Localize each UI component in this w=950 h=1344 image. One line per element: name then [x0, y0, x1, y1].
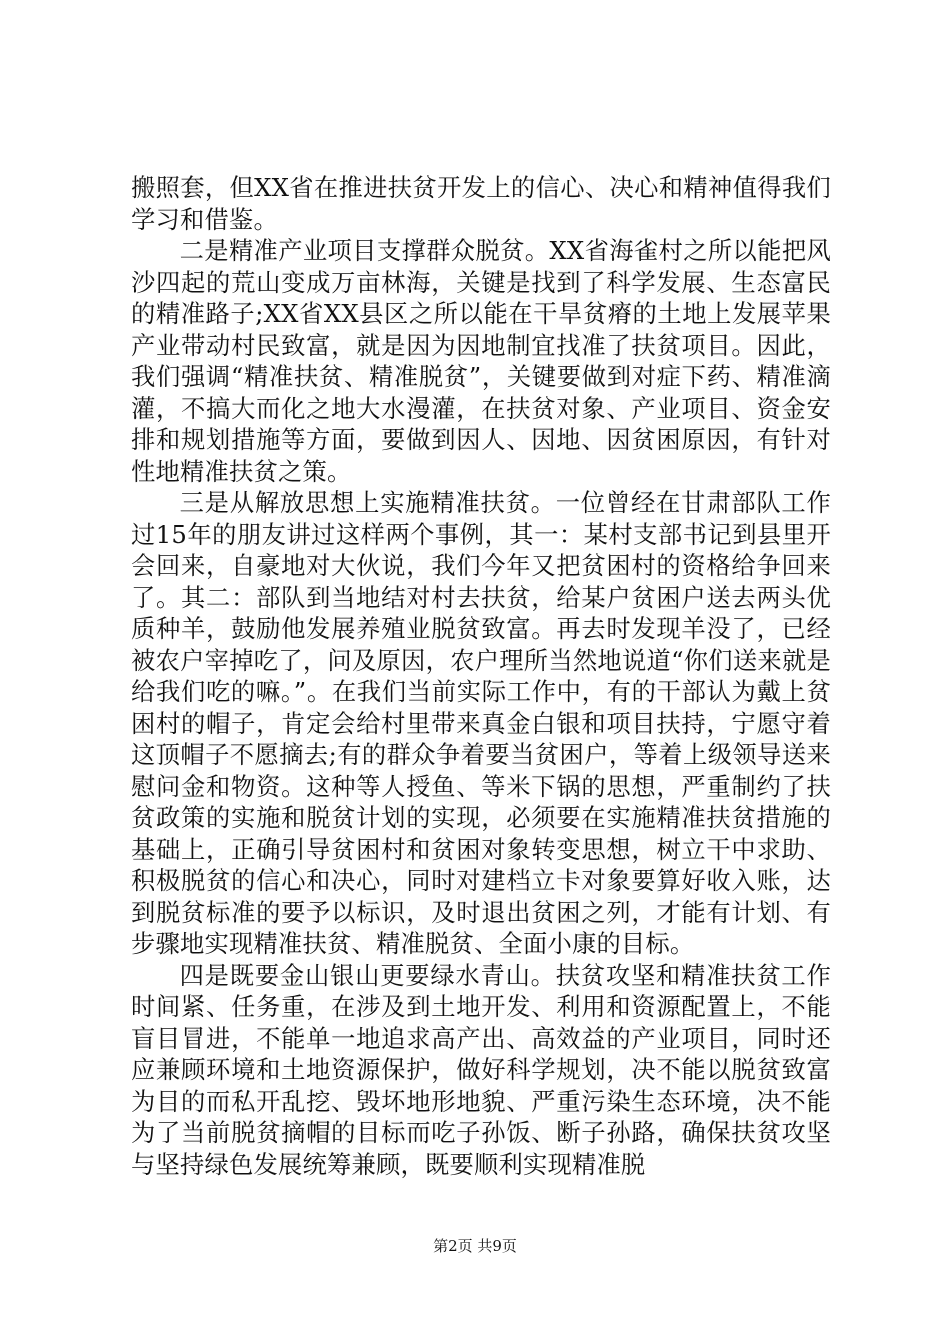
document-body: [131, 172, 831, 1180]
paragraph-point-two: 二是精准产业项目支撑群众脱贫。XX省海雀村之所以能把风沙四起的荒山变成万亩林海，关键是找到了科学发展、生态富民的精准路子;XX省XX县区之所以能在干旱贫瘠的土地上发展苹果产业带动村民致富，就是因为因地制宜找准了扶贫项目。因此，我们强调“精准扶贫、精准脱贫”，关键要做到对症下药、精准滴灌，不搞大而化之地大水漫灌，在扶贫对象、产业项目、资金安排和规划措施等方面，要做到因人、因地、因贫困原因，有针对性地精准扶贫之策。: [131, 236, 831, 486]
paragraph-point-three: 三是从解放思想上实施精准扶贫。一位曾经在甘肃部队工作过15年的朋友讲过这样两个事例，其一：某村支部书记到县里开会回来，自豪地对大伙说，我们今年又把贫困村的资格给争回来了。其二：部队到当地结对村去扶贫，给某户贫困户送去两头优质种羊，鼓励他发展养殖业脱贫致富。再去时发现羊没了，已经被农户宰掉吃了，问及原因，农户理所当然地说道“你们送来就是给我们吃的嘛。”。在我们当前实际工作中，有的干部认为戴上贫困村的帽子，肯定会给村里带来真金白银和项目扶持，宁愿守着这顶帽子不愿摘去;有的群众争着要当贫困户，等着上级领导送来慰问金和物资。这种等人授鱼、等米下锅的思想，严重制约了扶贫政策的实施和脱贫计划的实现，必须要在实施精准扶贫措施的基础上，正确引导贫困村和贫困对象转变思想，树立干中求助、积极脱贫的信心和决心，同时对建档立卡对象要算好收入账，达到脱贫标准的要予以标识，及时退出贫困之列，才能有计划、有步骤地实现精准扶贫、精准脱贫、全面小康的目标。: [131, 488, 831, 958]
paragraph-continuation: 搬照套，但XX省在推进扶贫开发上的信心、决心和精神值得我们学习和借鉴。: [131, 173, 831, 234]
paragraph-point-four: 四是既要金山银山更要绿水青山。扶贫攻坚和精准扶贫工作时间紧、任务重，在涉及到土地开发、利用和资源配置上，不能盲目冒进，不能单一地追求高产出、高效益的产业项目，同时还应兼顾环境和土地资源保护，做好科学规划，决不能以脱贫致富为目的而私开乱挖、毁坏地形地貌、严重污染生态环境，决不能为了当前脱贫摘帽的目标而吃子孙饭、断子孙路，确保扶贫攻坚与坚持绿色发展统筹兼顾，既要顺利实现精准脱: [131, 960, 831, 1179]
page-number-footer: 第2页 共9页: [433, 1237, 517, 1255]
